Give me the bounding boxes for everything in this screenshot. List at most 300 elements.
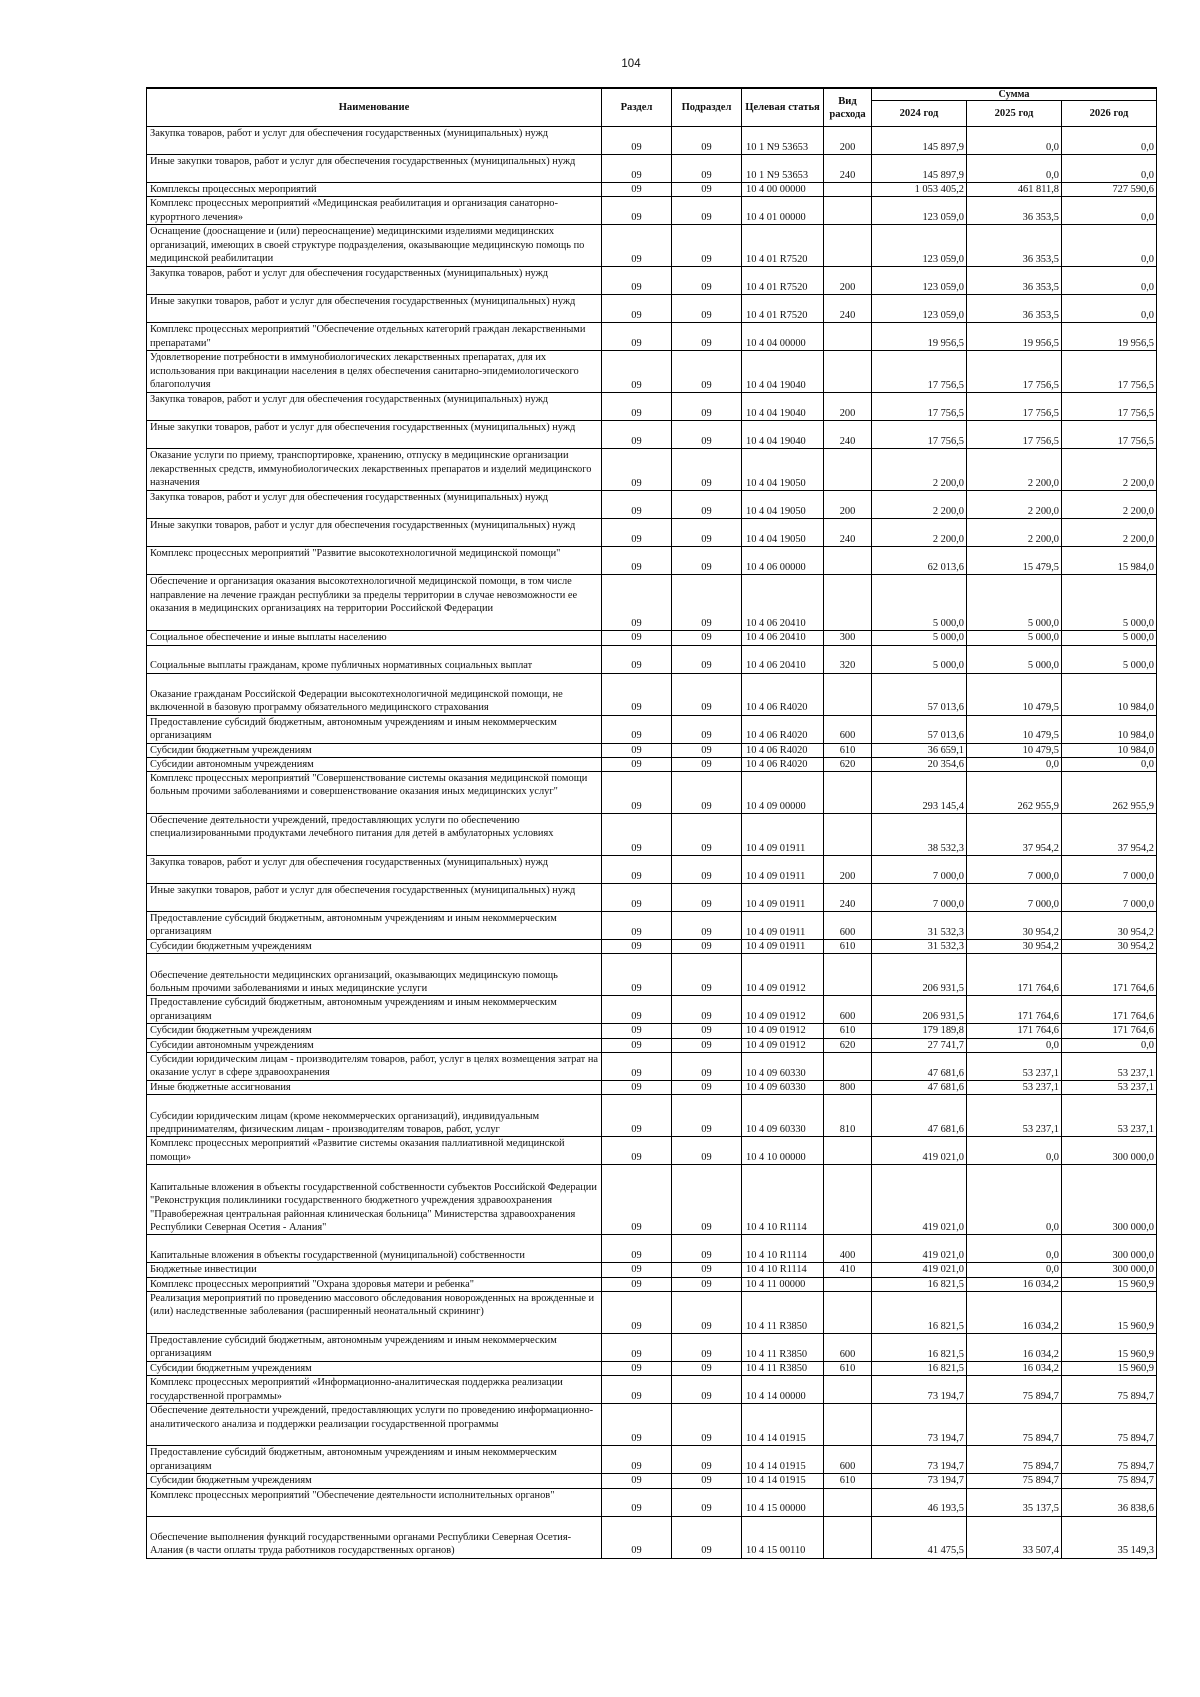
row-name: Закупка товаров, работ и услуг для обеспечения государственных (муниципальных) нужд — [147, 491, 602, 519]
row-target: 10 1 N9 53653 — [742, 155, 824, 183]
row-amount-2024: 5 000,0 — [872, 631, 967, 645]
row-vid — [824, 1053, 872, 1081]
row-razdel: 09 — [602, 421, 672, 449]
row-amount-2024: 419 021,0 — [872, 1263, 967, 1277]
row-target: 10 4 01 00000 — [742, 197, 824, 225]
table-row — [147, 1277, 1157, 1291]
row-amount-2026: 75 894,7 — [1062, 1404, 1157, 1446]
row-amount-2025: 53 237,1 — [967, 1095, 1062, 1137]
row-vid: 200 — [824, 393, 872, 421]
table-row — [147, 1291, 1157, 1333]
table-row — [147, 1446, 1157, 1474]
row-amount-2026: 30 954,2 — [1062, 912, 1157, 940]
row-amount-2026: 17 756,5 — [1062, 421, 1157, 449]
row-vid: 320 — [824, 645, 872, 673]
row-name: Комплекс процессных мероприятий "Совершенствование системы оказания медицинской помощи больным прочими заболеваниями и совершенствование оказания иных медицинских услуг" — [147, 772, 602, 814]
row-target: 10 4 06 00000 — [742, 547, 824, 575]
row-target: 10 4 06 R4020 — [742, 673, 824, 715]
row-target: 10 4 11 R3850 — [742, 1333, 824, 1361]
row-amount-2024: 123 059,0 — [872, 295, 967, 323]
row-razdel: 09 — [602, 267, 672, 295]
table-row — [147, 127, 1157, 155]
row-target: 10 4 11 00000 — [742, 1277, 824, 1291]
row-vid — [824, 1376, 872, 1404]
row-name: Предоставление субсидий бюджетным, автономным учреждениям и иным некоммерческим организациям — [147, 1333, 602, 1361]
row-podrazdel: 09 — [672, 1263, 742, 1277]
row-razdel: 09 — [602, 1038, 672, 1052]
row-razdel: 09 — [602, 1361, 672, 1375]
row-amount-2024: 73 194,7 — [872, 1474, 967, 1488]
row-name: Предоставление субсидий бюджетным, автономным учреждениям и иным некоммерческим организациям — [147, 912, 602, 940]
row-vid: 200 — [824, 491, 872, 519]
row-amount-2026: 262 955,9 — [1062, 772, 1157, 814]
row-podrazdel: 09 — [672, 1404, 742, 1446]
row-podrazdel: 09 — [672, 421, 742, 449]
row-name: Иные бюджетные ассигнования — [147, 1081, 602, 1095]
row-amount-2025: 0,0 — [967, 1263, 1062, 1277]
row-podrazdel: 09 — [672, 645, 742, 673]
row-target: 10 4 04 19050 — [742, 449, 824, 491]
row-razdel: 09 — [602, 225, 672, 267]
row-vid: 240 — [824, 421, 872, 449]
table-row — [147, 1024, 1157, 1038]
row-amount-2024: 206 931,5 — [872, 996, 967, 1024]
row-amount-2025: 36 353,5 — [967, 295, 1062, 323]
row-amount-2026: 15 960,9 — [1062, 1277, 1157, 1291]
table-row — [147, 1263, 1157, 1277]
header-name: Наименование — [147, 88, 602, 127]
row-podrazdel: 09 — [672, 393, 742, 421]
row-amount-2024: 73 194,7 — [872, 1446, 967, 1474]
row-amount-2025: 53 237,1 — [967, 1053, 1062, 1081]
row-target: 10 4 14 01915 — [742, 1404, 824, 1446]
row-name: Бюджетные инвестиции — [147, 1263, 602, 1277]
row-razdel: 09 — [602, 491, 672, 519]
row-name: Социальное обеспечение и иные выплаты населению — [147, 631, 602, 645]
table-row — [147, 225, 1157, 267]
row-vid: 800 — [824, 1081, 872, 1095]
row-amount-2025: 0,0 — [967, 757, 1062, 771]
row-name: Капитальные вложения в объекты государственной собственности субъектов Российской Федерации "Реконструкция поликлиники государственного бюджетного учреждения здравоохранения "Правобережная центральная районная клиническая больница" Министерства здравоохранения Республики Северная Осетия - Алания" — [147, 1165, 602, 1235]
row-podrazdel: 09 — [672, 940, 742, 954]
row-amount-2026: 0,0 — [1062, 757, 1157, 771]
row-razdel: 09 — [602, 940, 672, 954]
row-podrazdel: 09 — [672, 575, 742, 631]
table-row — [147, 1474, 1157, 1488]
row-target: 10 4 11 R3850 — [742, 1291, 824, 1333]
row-amount-2025: 37 954,2 — [967, 814, 1062, 856]
row-name: Иные закупки товаров, работ и услуг для обеспечения государственных (муниципальных) нужд — [147, 884, 602, 912]
row-amount-2026: 53 237,1 — [1062, 1095, 1157, 1137]
row-target: 10 4 09 01911 — [742, 940, 824, 954]
row-amount-2026: 15 960,9 — [1062, 1333, 1157, 1361]
table-row — [147, 757, 1157, 771]
row-razdel: 09 — [602, 912, 672, 940]
row-name: Удовлетворение потребности в иммунобиологических лекарственных препаратах, для их использования при вакцинации населения в целях обеспечения санитарно-эпидемиологического благополучия — [147, 351, 602, 393]
row-vid — [824, 449, 872, 491]
row-name: Социальные выплаты гражданам, кроме публичных нормативных социальных выплат — [147, 645, 602, 673]
table-row — [147, 996, 1157, 1024]
row-podrazdel: 09 — [672, 757, 742, 771]
row-target: 10 4 04 19040 — [742, 351, 824, 393]
row-amount-2025: 0,0 — [967, 127, 1062, 155]
row-amount-2025: 53 237,1 — [967, 1081, 1062, 1095]
table-row — [147, 491, 1157, 519]
table-row — [147, 1235, 1157, 1263]
row-razdel: 09 — [602, 1095, 672, 1137]
row-name: Иные закупки товаров, работ и услуг для обеспечения государственных (муниципальных) нужд — [147, 519, 602, 547]
row-name: Субсидии бюджетным учреждениям — [147, 743, 602, 757]
row-amount-2024: 47 681,6 — [872, 1053, 967, 1081]
row-amount-2025: 17 756,5 — [967, 351, 1062, 393]
row-razdel: 09 — [602, 772, 672, 814]
table-row — [147, 449, 1157, 491]
header-2024: 2024 год — [872, 101, 967, 127]
row-amount-2025: 10 479,5 — [967, 715, 1062, 743]
row-amount-2024: 46 193,5 — [872, 1488, 967, 1516]
row-podrazdel: 09 — [672, 673, 742, 715]
row-amount-2024: 145 897,9 — [872, 155, 967, 183]
row-amount-2024: 38 532,3 — [872, 814, 967, 856]
row-target: 10 4 09 60330 — [742, 1095, 824, 1137]
row-podrazdel: 09 — [672, 954, 742, 996]
row-amount-2024: 145 897,9 — [872, 127, 967, 155]
row-amount-2024: 47 681,6 — [872, 1095, 967, 1137]
table-row — [147, 743, 1157, 757]
row-amount-2024: 62 013,6 — [872, 547, 967, 575]
row-podrazdel: 09 — [672, 351, 742, 393]
row-name: Субсидии автономным учреждениям — [147, 757, 602, 771]
row-target: 10 4 04 19050 — [742, 519, 824, 547]
table-row — [147, 519, 1157, 547]
row-vid: 600 — [824, 996, 872, 1024]
row-name: Иные закупки товаров, работ и услуг для обеспечения государственных (муниципальных) нужд — [147, 155, 602, 183]
row-podrazdel: 09 — [672, 225, 742, 267]
header-2025: 2025 год — [967, 101, 1062, 127]
row-name: Комплексы процессных мероприятий — [147, 183, 602, 197]
row-vid: 810 — [824, 1095, 872, 1137]
row-target: 10 4 06 20410 — [742, 631, 824, 645]
table-row — [147, 1376, 1157, 1404]
row-amount-2026: 171 764,6 — [1062, 954, 1157, 996]
row-podrazdel: 09 — [672, 814, 742, 856]
row-podrazdel: 09 — [672, 267, 742, 295]
row-amount-2025: 262 955,9 — [967, 772, 1062, 814]
table-row — [147, 954, 1157, 996]
row-amount-2026: 53 237,1 — [1062, 1081, 1157, 1095]
row-amount-2026: 10 984,0 — [1062, 715, 1157, 743]
row-vid — [824, 772, 872, 814]
row-target: 10 4 10 R1114 — [742, 1263, 824, 1277]
table-row — [147, 155, 1157, 183]
row-amount-2025: 461 811,8 — [967, 183, 1062, 197]
row-podrazdel: 09 — [672, 1024, 742, 1038]
row-razdel: 09 — [602, 1235, 672, 1263]
row-vid — [824, 1488, 872, 1516]
row-target: 10 4 09 01912 — [742, 1038, 824, 1052]
row-vid — [824, 197, 872, 225]
row-vid — [824, 1137, 872, 1165]
row-vid: 200 — [824, 127, 872, 155]
row-target: 10 4 06 20410 — [742, 575, 824, 631]
row-razdel: 09 — [602, 1446, 672, 1474]
row-name: Обеспечение деятельности учреждений, предоставляющих услуги по проведению информационно-аналитического анализа и поддержки реализации государственной программы — [147, 1404, 602, 1446]
row-amount-2024: 419 021,0 — [872, 1137, 967, 1165]
row-podrazdel: 09 — [672, 127, 742, 155]
header-vid: Вид расхода — [824, 88, 872, 127]
row-amount-2024: 31 532,3 — [872, 940, 967, 954]
row-amount-2026: 0,0 — [1062, 155, 1157, 183]
row-vid: 240 — [824, 155, 872, 183]
row-amount-2025: 30 954,2 — [967, 940, 1062, 954]
row-podrazdel: 09 — [672, 884, 742, 912]
row-podrazdel: 09 — [672, 1095, 742, 1137]
table-row — [147, 1361, 1157, 1375]
row-amount-2024: 7 000,0 — [872, 884, 967, 912]
row-amount-2025: 5 000,0 — [967, 645, 1062, 673]
row-razdel: 09 — [602, 155, 672, 183]
row-podrazdel: 09 — [672, 1137, 742, 1165]
row-podrazdel: 09 — [672, 1277, 742, 1291]
row-razdel: 09 — [602, 631, 672, 645]
row-name: Иные закупки товаров, работ и услуг для обеспечения государственных (муниципальных) нужд — [147, 421, 602, 449]
row-amount-2026: 37 954,2 — [1062, 814, 1157, 856]
row-podrazdel: 09 — [672, 491, 742, 519]
table-row — [147, 814, 1157, 856]
row-amount-2025: 171 764,6 — [967, 1024, 1062, 1038]
row-amount-2026: 171 764,6 — [1062, 996, 1157, 1024]
row-podrazdel: 09 — [672, 1165, 742, 1235]
row-amount-2024: 57 013,6 — [872, 673, 967, 715]
row-razdel: 09 — [602, 1165, 672, 1235]
table-row — [147, 547, 1157, 575]
row-vid: 610 — [824, 1024, 872, 1038]
row-target: 10 4 06 R4020 — [742, 715, 824, 743]
row-amount-2025: 36 353,5 — [967, 197, 1062, 225]
row-target: 10 4 01 R7520 — [742, 225, 824, 267]
row-razdel: 09 — [602, 449, 672, 491]
row-amount-2026: 15 960,9 — [1062, 1361, 1157, 1375]
row-name: Субсидии бюджетным учреждениям — [147, 1024, 602, 1038]
row-razdel: 09 — [602, 884, 672, 912]
row-razdel: 09 — [602, 1376, 672, 1404]
row-razdel: 09 — [602, 856, 672, 884]
row-amount-2024: 36 659,1 — [872, 743, 967, 757]
row-razdel: 09 — [602, 1291, 672, 1333]
row-name: Субсидии юридическим лицам - производителям товаров, работ, услуг в целях возмещения затрат на оказание услуг в сфере здравоохранения — [147, 1053, 602, 1081]
row-amount-2025: 171 764,6 — [967, 996, 1062, 1024]
table-row — [147, 1165, 1157, 1235]
row-podrazdel: 09 — [672, 1081, 742, 1095]
row-vid: 300 — [824, 631, 872, 645]
row-name: Закупка товаров, работ и услуг для обеспечения государственных (муниципальных) нужд — [147, 856, 602, 884]
table-row — [147, 631, 1157, 645]
row-vid — [824, 673, 872, 715]
row-amount-2024: 5 000,0 — [872, 575, 967, 631]
table-row — [147, 673, 1157, 715]
row-amount-2026: 171 764,6 — [1062, 1024, 1157, 1038]
row-amount-2026: 5 000,0 — [1062, 631, 1157, 645]
row-vid — [824, 183, 872, 197]
row-vid: 610 — [824, 940, 872, 954]
row-razdel: 09 — [602, 1333, 672, 1361]
row-amount-2026: 2 200,0 — [1062, 449, 1157, 491]
row-razdel: 09 — [602, 954, 672, 996]
row-amount-2026: 15 984,0 — [1062, 547, 1157, 575]
row-amount-2024: 123 059,0 — [872, 267, 967, 295]
row-razdel: 09 — [602, 1404, 672, 1446]
row-name: Предоставление субсидий бюджетным, автономным учреждениям и иным некоммерческим организациям — [147, 996, 602, 1024]
row-name: Обеспечение деятельности учреждений, предоставляющих услуги по обеспечению специализированными продуктами лечебного питания для детей в амбулаторных условиях — [147, 814, 602, 856]
row-podrazdel: 09 — [672, 715, 742, 743]
row-podrazdel: 09 — [672, 1291, 742, 1333]
row-podrazdel: 09 — [672, 183, 742, 197]
row-vid: 400 — [824, 1235, 872, 1263]
row-amount-2024: 20 354,6 — [872, 757, 967, 771]
table-row — [147, 323, 1157, 351]
row-amount-2024: 41 475,5 — [872, 1516, 967, 1558]
table-row — [147, 884, 1157, 912]
row-target: 10 1 N9 53653 — [742, 127, 824, 155]
row-podrazdel: 09 — [672, 1361, 742, 1375]
row-vid — [824, 351, 872, 393]
row-name: Оказание услуги по приему, транспортировке, хранению, отпуску в медицинские организации лекарственных средств, иммунобиологических лекарственных препаратов и изделий медицинского назначения — [147, 449, 602, 491]
row-name: Комплекс процессных мероприятий "Развитие высокотехнологичной медицинской помощи" — [147, 547, 602, 575]
row-amount-2024: 27 741,7 — [872, 1038, 967, 1052]
row-podrazdel: 09 — [672, 1376, 742, 1404]
row-amount-2024: 206 931,5 — [872, 954, 967, 996]
row-amount-2026: 300 000,0 — [1062, 1235, 1157, 1263]
row-podrazdel: 09 — [672, 772, 742, 814]
row-vid — [824, 1165, 872, 1235]
row-target: 10 4 04 19040 — [742, 421, 824, 449]
row-razdel: 09 — [602, 575, 672, 631]
row-amount-2025: 15 479,5 — [967, 547, 1062, 575]
row-vid — [824, 225, 872, 267]
row-amount-2026: 35 149,3 — [1062, 1516, 1157, 1558]
row-amount-2024: 47 681,6 — [872, 1081, 967, 1095]
table-row — [147, 715, 1157, 743]
row-podrazdel: 09 — [672, 323, 742, 351]
row-target: 10 4 11 R3850 — [742, 1361, 824, 1375]
row-podrazdel: 09 — [672, 1235, 742, 1263]
row-vid: 200 — [824, 856, 872, 884]
row-vid — [824, 1404, 872, 1446]
row-amount-2026: 7 000,0 — [1062, 856, 1157, 884]
row-vid: 200 — [824, 267, 872, 295]
row-target: 10 4 09 01912 — [742, 1024, 824, 1038]
row-amount-2026: 5 000,0 — [1062, 575, 1157, 631]
table-row — [147, 1516, 1157, 1558]
row-amount-2025: 30 954,2 — [967, 912, 1062, 940]
row-razdel: 09 — [602, 996, 672, 1024]
row-name: Обеспечение и организация оказания высокотехнологичной медицинской помощи, в том числе направление на лечение граждан республики за пределы территории в случае невозможности ее оказания в медицинских организациях на территории Российской Федерации — [147, 575, 602, 631]
table-body — [147, 127, 1157, 1559]
row-amount-2025: 0,0 — [967, 1165, 1062, 1235]
row-amount-2025: 75 894,7 — [967, 1404, 1062, 1446]
row-vid — [824, 575, 872, 631]
row-podrazdel: 09 — [672, 547, 742, 575]
row-amount-2026: 300 000,0 — [1062, 1165, 1157, 1235]
row-amount-2025: 75 894,7 — [967, 1474, 1062, 1488]
row-amount-2026: 0,0 — [1062, 1038, 1157, 1052]
row-target: 10 4 06 R4020 — [742, 757, 824, 771]
row-name: Комплекс процессных мероприятий "Охрана здоровья матери и ребенка" — [147, 1277, 602, 1291]
row-target: 10 4 10 00000 — [742, 1137, 824, 1165]
row-amount-2024: 16 821,5 — [872, 1361, 967, 1375]
row-amount-2026: 75 894,7 — [1062, 1446, 1157, 1474]
row-vid — [824, 323, 872, 351]
row-amount-2024: 293 145,4 — [872, 772, 967, 814]
row-amount-2024: 7 000,0 — [872, 856, 967, 884]
row-vid: 410 — [824, 1263, 872, 1277]
row-amount-2025: 5 000,0 — [967, 575, 1062, 631]
row-name: Оснащение (дооснащение и (или) переоснащение) медицинскими изделиями медицинских организаций, имеющих в своей структуре подразделения, оказывающие медицинскую помощь по медицинской реабилитации — [147, 225, 602, 267]
row-amount-2024: 179 189,8 — [872, 1024, 967, 1038]
table-row — [147, 393, 1157, 421]
row-razdel: 09 — [602, 1024, 672, 1038]
header-target: Целевая статья — [742, 88, 824, 127]
row-podrazdel: 09 — [672, 1446, 742, 1474]
table-row — [147, 267, 1157, 295]
row-amount-2025: 36 353,5 — [967, 267, 1062, 295]
row-vid: 610 — [824, 1361, 872, 1375]
row-name: Комплекс процессных мероприятий "Обеспечение отдельных категорий граждан лекарственными препаратами" — [147, 323, 602, 351]
row-amount-2025: 19 956,5 — [967, 323, 1062, 351]
row-vid: 620 — [824, 1038, 872, 1052]
row-amount-2025: 10 479,5 — [967, 743, 1062, 757]
table-row — [147, 1404, 1157, 1446]
row-razdel: 09 — [602, 1137, 672, 1165]
row-amount-2026: 75 894,7 — [1062, 1474, 1157, 1488]
row-amount-2024: 123 059,0 — [872, 197, 967, 225]
row-name: Иные закупки товаров, работ и услуг для обеспечения государственных (муниципальных) нужд — [147, 295, 602, 323]
row-name: Закупка товаров, работ и услуг для обеспечения государственных (муниципальных) нужд — [147, 127, 602, 155]
table-row — [147, 197, 1157, 225]
row-name: Субсидии автономным учреждениям — [147, 1038, 602, 1052]
row-vid: 600 — [824, 912, 872, 940]
row-amount-2024: 5 000,0 — [872, 645, 967, 673]
row-amount-2024: 123 059,0 — [872, 225, 967, 267]
row-amount-2025: 2 200,0 — [967, 519, 1062, 547]
table-row — [147, 183, 1157, 197]
row-amount-2025: 16 034,2 — [967, 1333, 1062, 1361]
table-row — [147, 1053, 1157, 1081]
row-target: 10 4 14 01915 — [742, 1474, 824, 1488]
table-row — [147, 645, 1157, 673]
row-amount-2024: 73 194,7 — [872, 1376, 967, 1404]
row-podrazdel: 09 — [672, 912, 742, 940]
table-row — [147, 772, 1157, 814]
row-amount-2025: 16 034,2 — [967, 1361, 1062, 1375]
row-amount-2025: 0,0 — [967, 1038, 1062, 1052]
row-name: Предоставление субсидий бюджетным, автономным учреждениям и иным некоммерческим организациям — [147, 1446, 602, 1474]
row-amount-2024: 17 756,5 — [872, 393, 967, 421]
row-amount-2025: 16 034,2 — [967, 1291, 1062, 1333]
row-amount-2026: 0,0 — [1062, 127, 1157, 155]
row-name: Субсидии бюджетным учреждениям — [147, 1361, 602, 1375]
row-podrazdel: 09 — [672, 449, 742, 491]
header-2026: 2026 год — [1062, 101, 1157, 127]
row-target: 10 4 15 00110 — [742, 1516, 824, 1558]
row-amount-2024: 31 532,3 — [872, 912, 967, 940]
row-podrazdel: 09 — [672, 1474, 742, 1488]
row-name: Субсидии бюджетным учреждениям — [147, 1474, 602, 1488]
row-name: Закупка товаров, работ и услуг для обеспечения государственных (муниципальных) нужд — [147, 393, 602, 421]
row-amount-2026: 0,0 — [1062, 225, 1157, 267]
budget-table — [146, 87, 1157, 1559]
row-target: 10 4 09 01912 — [742, 996, 824, 1024]
